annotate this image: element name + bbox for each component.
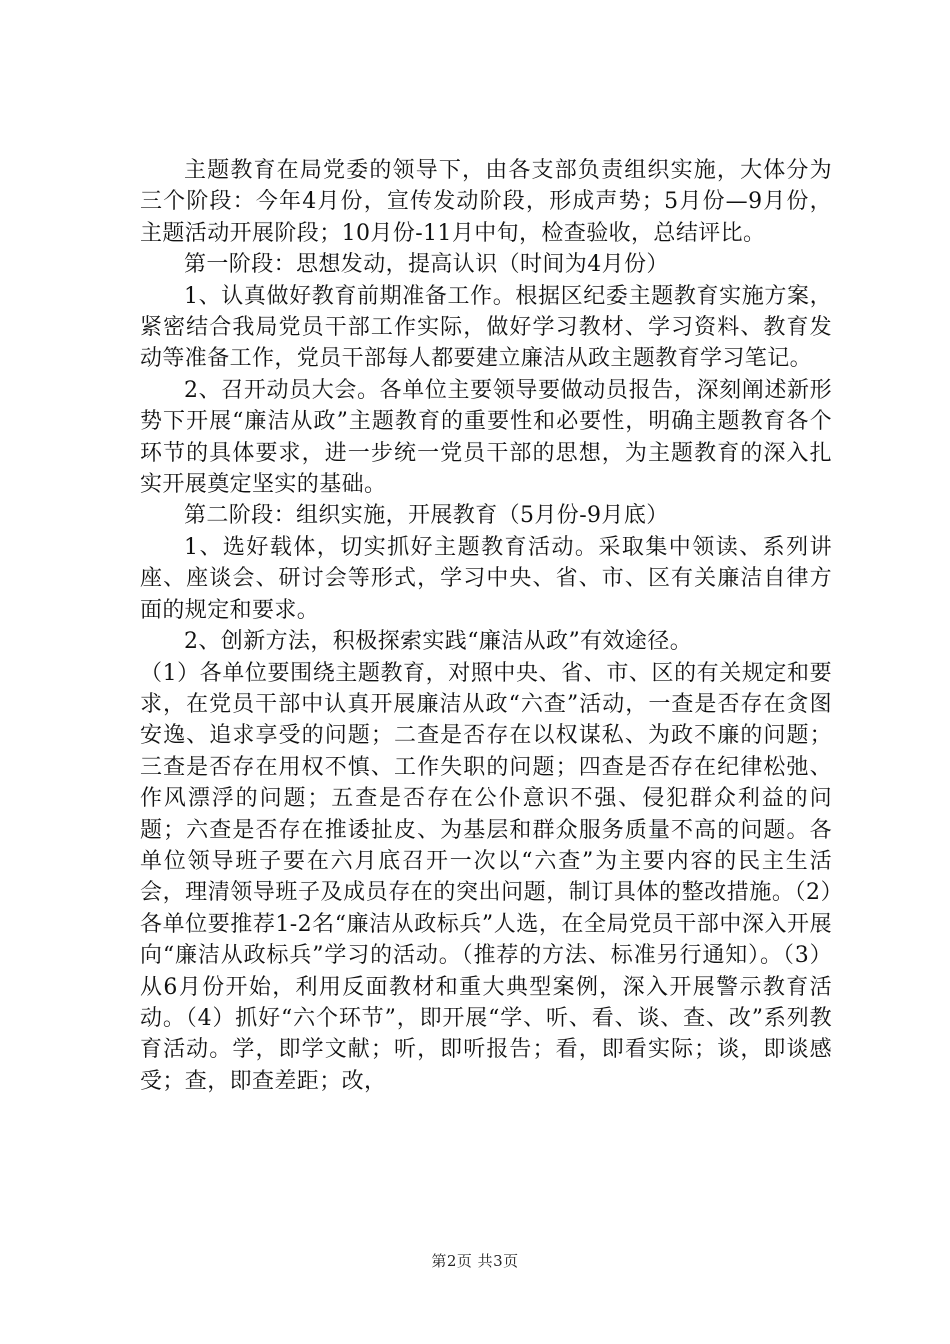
stage-one-item-2: 2、召开动员大会。各单位主要领导要做动员报告，深刻阐述新形势下开展“廉洁从政”主题教育的重要性和必要性，明确主题教育各个环节的具体要求，进一步统一党员干部的思想，为主题教育的深入扎实开展奠定坚实的基础。 bbox=[140, 377, 832, 498]
stage-two-item-2-detail: （1）各单位要围绕主题教育，对照中央、省、市、区的有关规定和要求，在党员干部中认真开展廉洁从政“六查”活动，一查是否存在贪图安逸、追求享受的问题；二查是否存在以权谋私、为政不廉的问题；三查是否存在用权不慎、工作失职的问题；四查是否存在纪律松弛、作风漂浮的问题；五查是否存在公仆意识不强、侵犯群众利益的问题；六查是否存在推诿扯皮、为基层和群众服务质量不高的问题。各单位领导班子要在六月底召开一次以“六查”为主要内容的民主生活会，理清领导班子及成员存在的突出问题，制订具体的整改措施。（2）各单位要推荐1-2名“廉洁从政标兵”人选，在全局党员干部中深入开展向“廉洁从政标兵”学习的活动。（推荐的方法、标准另行通知）。（3）从6月份开始，利用反面教材和重大典型案例，深入开展警示教育活动。（4）抓好“六个环节”，即开展“学、听、看、谈、查、改”系列教育活动。学，即学文献；听，即听报告；看，即看实际；谈，即谈感受；查，即查差距；改， bbox=[140, 660, 832, 1094]
intro-paragraph: 主题教育在局党委的领导下，由各支部负责组织实施，大体分为三个阶段：今年4月份，宣传发动阶段，形成声势；5月份—9月份，主题活动开展阶段；10月份-11月中旬，检查验收，总结评比。 bbox=[140, 158, 832, 246]
stage-one-item-1: 1、认真做好教育前期准备工作。根据区纪委主题教育实施方案，紧密结合我局党员干部工作实际，做好学习教材、学习资料、教育发动等准备工作，党员干部每人都要建立廉洁从政主题教育学习笔记。 bbox=[140, 283, 832, 372]
stage-two-item-1: 1、选好载体，切实抓好主题教育活动。采取集中领读、系列讲座、座谈会、研讨会等形式，学习中央、省、市、区有关廉洁自律方面的规定和要求。 bbox=[140, 534, 832, 623]
document-body bbox=[140, 155, 832, 1097]
page-footer: 第2页 共3页 bbox=[431, 1252, 519, 1270]
stage-two-heading: 第二阶段：组织实施，开展教育（5月份-9月底） bbox=[184, 503, 669, 529]
stage-one-heading: 第一阶段：思想发动，提高认识（时间为4月份） bbox=[184, 252, 669, 278]
stage-two-item-2: 2、创新方法，积极探索实践“廉洁从政”有效途径。 bbox=[184, 629, 693, 655]
